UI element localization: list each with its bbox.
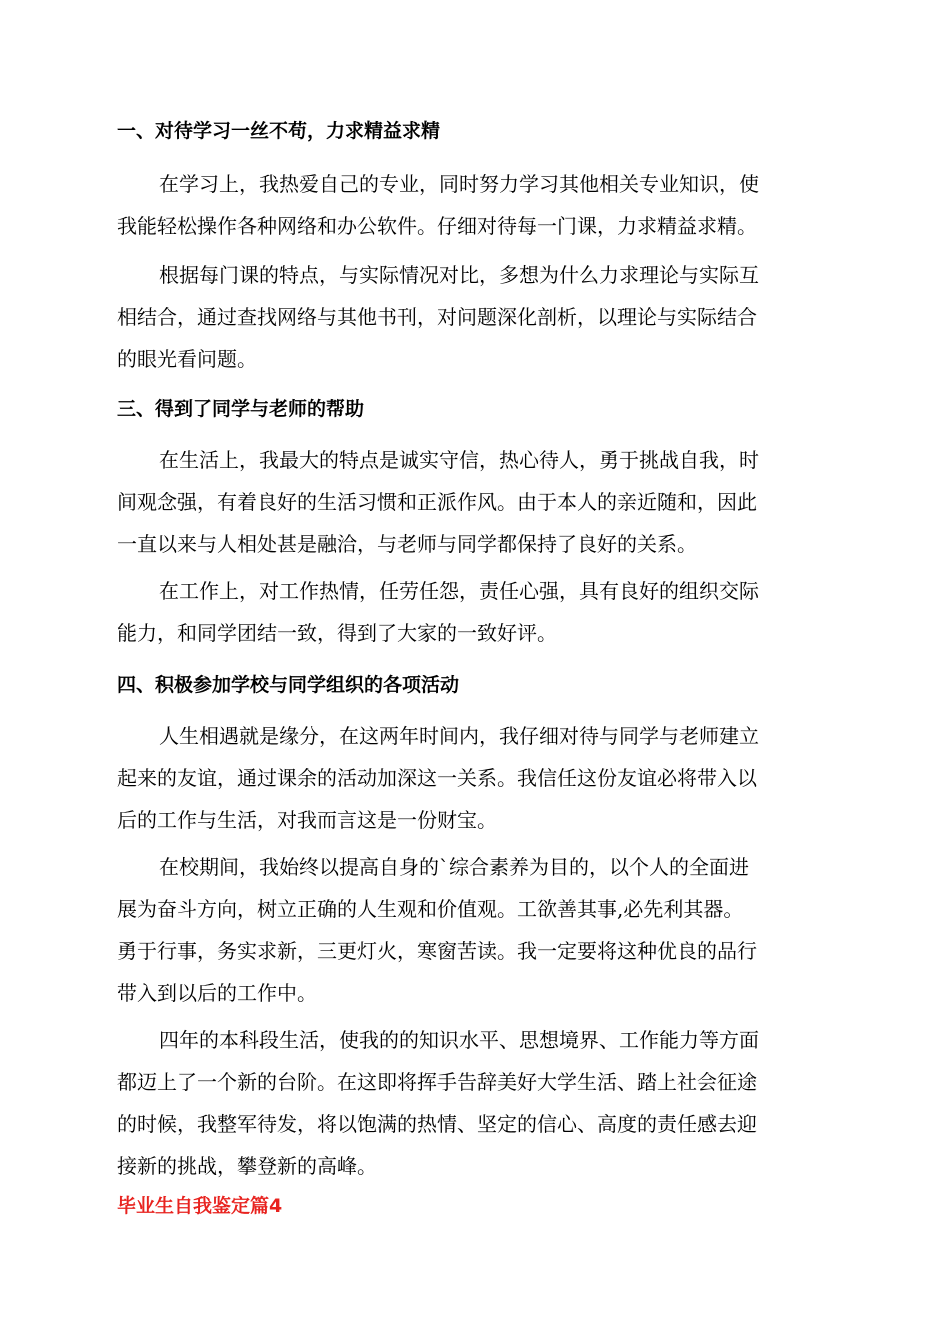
- paragraph-line: 起来的友谊，通过课余的活动加深这一关系。我信任这份友谊必将带入以: [117, 766, 757, 790]
- paragraph-line: 我能轻松操作各种网络和办公软件。仔细对待每一门课，力求精益求精。: [117, 214, 757, 238]
- paragraph-line: 都迈上了一个新的台阶。在这即将挥手告辞美好大学生活、踏上社会征途: [117, 1070, 757, 1094]
- paragraph: [117, 254, 837, 380]
- paragraph-line: 后的工作与生活，对我而言这是一份财宝。: [117, 808, 497, 832]
- paragraph-line: 间观念强，有着良好的生活习惯和正派作风。由于本人的亲近随和，因此: [117, 490, 757, 514]
- paragraph-line: 接新的挑战，攀登新的高峰。: [117, 1154, 377, 1178]
- paragraph-line: 一直以来与人相处甚是融洽，与老师与同学都保持了良好的关系。: [117, 532, 697, 556]
- paragraph: [117, 163, 837, 247]
- paragraph-line: 带入到以后的工作中。: [117, 981, 317, 1005]
- paragraph-line: 勇于行事，务实求新，三更灯火，寒窗苦读。我一定要将这种优良的品行: [117, 939, 757, 963]
- paragraph: [117, 846, 837, 1014]
- paragraph-line: 在工作上，对工作热情，任劳任怨，责任心强，具有良好的组织交际: [159, 579, 759, 603]
- paragraph-line: 在生活上，我最大的特点是诚实守信，热心待人，勇于挑战自我，时: [159, 448, 759, 472]
- paragraph: [117, 1019, 837, 1187]
- paragraph-line: 的眼光看问题。: [117, 347, 257, 371]
- paragraph: [117, 439, 837, 565]
- paragraph-line: 人生相遇就是缘分，在这两年时间内，我仔细对待与同学与老师建立: [159, 724, 759, 748]
- article-title-heading: 毕业生自我鉴定篇4: [117, 1195, 283, 1217]
- section-heading: 三、得到了同学与老师的帮助: [117, 398, 365, 420]
- paragraph-line: 能力，和同学团结一致，得到了大家的一致好评。: [117, 621, 557, 645]
- section-heading: 一、对待学习一丝不苟，力求精益求精: [117, 120, 441, 142]
- paragraph-line: 在学习上，我热爱自己的专业，同时努力学习其他相关专业知识，使: [159, 172, 759, 196]
- paragraph-line: 展为奋斗方向，树立正确的人生观和价值观。工欲善其事,必先利其器。: [117, 897, 744, 921]
- paragraph-line: 相结合，通过查找网络与其他书刊，对问题深化剖析，以理论与实际结合: [117, 305, 757, 329]
- paragraph: [117, 570, 837, 654]
- paragraph-line: 四年的本科段生活，使我的的知识水平、思想境界、工作能力等方面: [159, 1028, 759, 1052]
- paragraph-line: 根据每门课的特点，与实际情况对比，多想为什么力求理论与实际互: [159, 263, 759, 287]
- paragraph-line: 的时候，我整军待发，将以饱满的热情、坚定的信心、高度的责任感去迎: [117, 1112, 757, 1136]
- paragraph: [117, 715, 837, 841]
- section-heading: 四、积极参加学校与同学组织的各项活动: [117, 674, 460, 696]
- paragraph-line: 在校期间，我始终以提高自身的`综合素养为目的，以个人的全面进: [159, 855, 749, 879]
